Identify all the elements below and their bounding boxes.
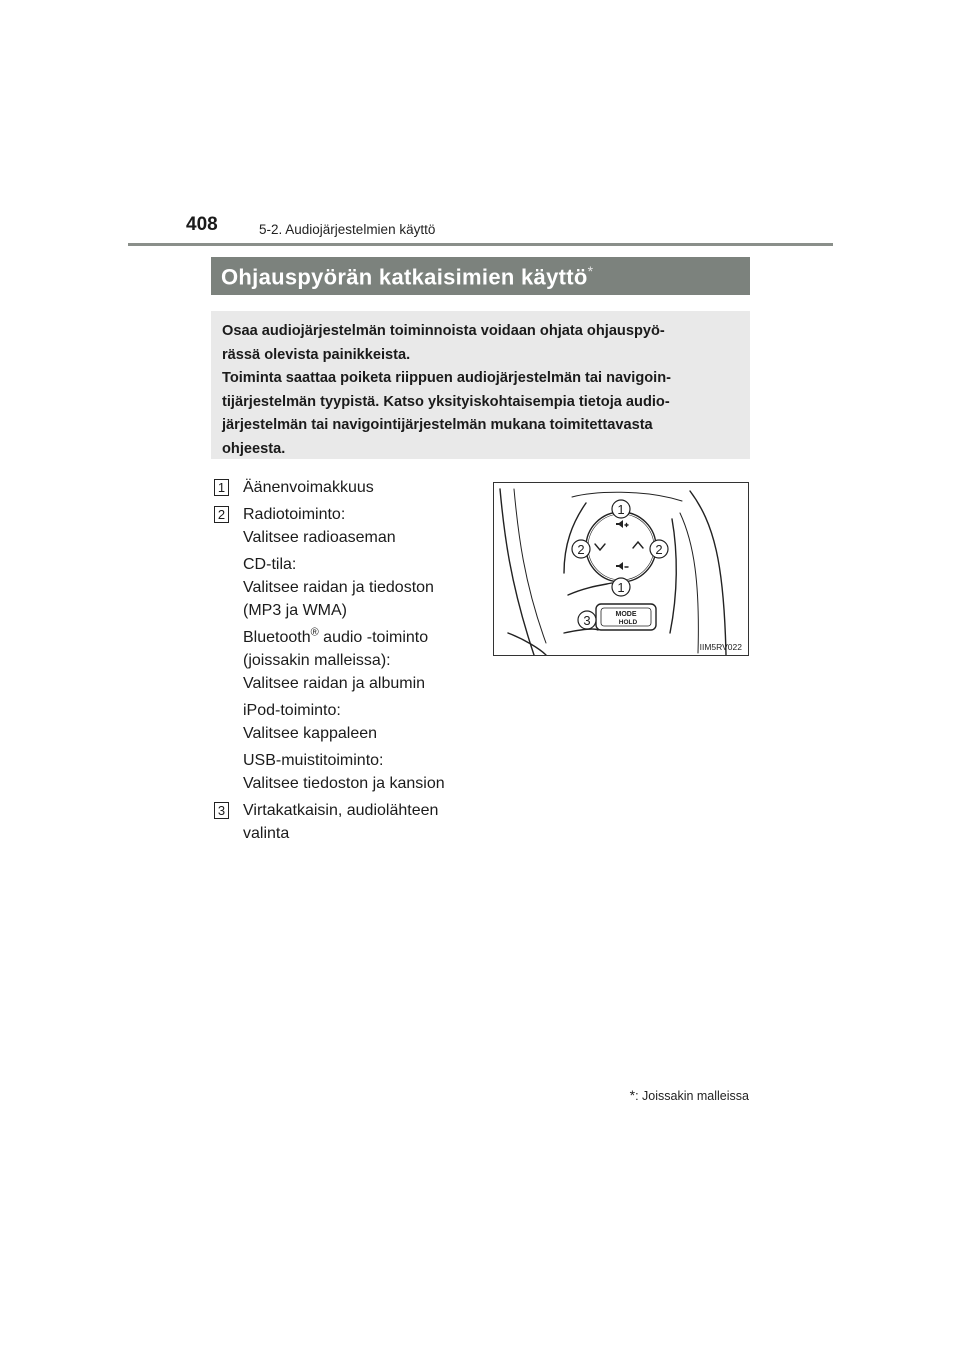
item-text: Radiotoiminto: — [243, 506, 346, 523]
callout-number: 2 — [577, 542, 585, 557]
page-title-banner — [211, 257, 750, 295]
intro-box — [211, 311, 750, 459]
callout-number: 1 — [617, 580, 625, 595]
item-text: Virtakatkaisin, audiolähteen — [243, 802, 439, 819]
item-text: Valitsee kappaleen — [243, 725, 378, 742]
item-list — [214, 476, 484, 845]
intro-line: Osaa audiojärjestelmän toiminnoista voidaan ohjata ohjauspyö- — [222, 323, 665, 339]
header-divider — [128, 243, 833, 246]
intro-line: tijärjestelmän tyypistä. Katso yksityiskohtaisempia tietoja audio- — [222, 393, 670, 410]
item-text: Valitsee tiedoston ja kansion — [243, 775, 445, 792]
item-text: Valitsee raidan ja tiedoston — [243, 579, 434, 596]
steering-wheel-drawing — [494, 483, 748, 655]
item-text: (MP3 ja WMA) — [243, 602, 347, 619]
intro-line: ohjeesta. — [222, 440, 286, 457]
item-text: Äänenvoimakkuus — [243, 479, 374, 496]
hold-label: HOLD — [618, 619, 638, 626]
list-item-select — [214, 503, 484, 795]
footnote-text: : Joissakin malleissa — [635, 1089, 749, 1103]
intro-line: Toiminta saattaa poiketa riippuen audiojärjestelmän tai navigoin- — [222, 370, 671, 387]
list-item-volume — [214, 476, 484, 499]
item-text: Valitsee radioaseman — [243, 529, 396, 546]
item-text — [243, 626, 484, 649]
callout-number: 1 — [617, 502, 625, 517]
item-number-badge: 1 — [214, 479, 229, 496]
item-text: Valitsee raidan ja albumin — [243, 675, 426, 692]
footnote — [630, 1087, 749, 1103]
callout-number: 2 — [655, 542, 663, 557]
asterisk-icon: * — [587, 263, 594, 279]
bluetooth-label: Bluetooth — [243, 629, 311, 646]
item-number-badge: 2 — [214, 506, 229, 523]
item-text: (joissakin malleissa): — [243, 652, 391, 669]
steering-switch-illustration — [493, 482, 749, 656]
registered-mark: ® — [310, 626, 319, 639]
item-text: iPod-toiminto: — [243, 702, 341, 719]
page-number: 408 — [186, 214, 218, 235]
bluetooth-label-rest: audio -toiminto — [323, 629, 429, 646]
page-title: Ohjauspyörän katkaisimien käyttö — [221, 264, 588, 290]
item-text: USB-muistitoiminto: — [243, 752, 384, 769]
mode-label: MODE — [615, 611, 637, 618]
item-text: CD-tila: — [243, 556, 297, 573]
callout-number: 3 — [583, 613, 591, 628]
list-item-power — [214, 799, 484, 845]
figure-code: IIM5RV022 — [699, 642, 742, 652]
intro-line: rässä olevista painikkeista. — [222, 346, 411, 363]
section-title: 5-2. Audiojärjestelmien käyttö — [259, 222, 436, 237]
item-text: valinta — [243, 825, 290, 842]
item-number-badge: 3 — [214, 802, 229, 819]
asterisk-icon: * — [629, 1087, 636, 1103]
intro-line: järjestelmän tai navigointijärjestelmän mukana toimitettavasta — [222, 417, 653, 434]
